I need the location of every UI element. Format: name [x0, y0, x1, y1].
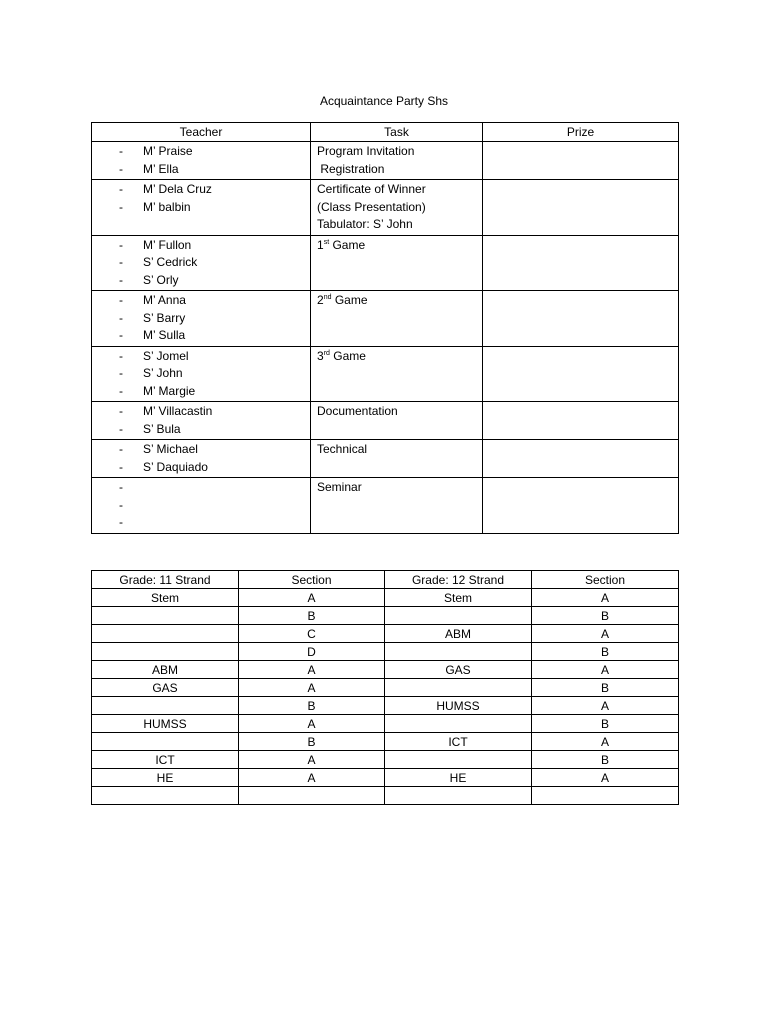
prize-cell [483, 142, 679, 180]
grade11-strand-cell [92, 697, 239, 715]
grade11-strand-cell: HE [92, 769, 239, 787]
grade11-strand-cell: ICT [92, 751, 239, 769]
table-row [92, 733, 679, 751]
task-assignment-table [91, 122, 679, 534]
grade12-strand-cell: HE [385, 769, 532, 787]
grade12-strand-cell [385, 715, 532, 733]
ordinal-suffix: rd [323, 349, 330, 357]
task-line [317, 348, 482, 366]
grade11-strand-cell: GAS [92, 679, 239, 697]
teacher-item [92, 497, 310, 515]
task-line: Tabulator: S’ John [317, 217, 413, 231]
game-number: 3 [317, 348, 324, 363]
grade12-section-cell: A [532, 697, 679, 715]
teacher-item: - S’ John [92, 365, 310, 383]
prize-cell [483, 180, 679, 236]
grade12-strand-cell [385, 643, 532, 661]
grade11-strand-cell: ABM [92, 661, 239, 679]
strand-section-table [91, 570, 679, 805]
grade12-strand-cell [385, 607, 532, 625]
table-row [92, 478, 679, 534]
task-cell [311, 346, 483, 402]
task-cell [311, 440, 483, 478]
grade11-section-cell: B [239, 607, 385, 625]
table-row [92, 661, 679, 679]
table-row [92, 142, 679, 180]
table-row [92, 643, 679, 661]
table-row [92, 402, 679, 440]
grade12-section-cell: B [532, 751, 679, 769]
header-teacher: Teacher [92, 123, 311, 142]
teacher-item [92, 479, 310, 497]
task-line: Documentation [317, 404, 398, 418]
grade11-strand-cell [92, 643, 239, 661]
table-row [92, 589, 679, 607]
teacher-item: - M’ Sulla [92, 327, 310, 345]
task-cell [311, 235, 483, 291]
grade11-section-cell: A [239, 679, 385, 697]
grade11-strand-cell: HUMSS [92, 715, 239, 733]
teacher-item: - M’ Villacastin [92, 403, 310, 421]
grade12-section-cell: B [532, 643, 679, 661]
table-row [92, 697, 679, 715]
task-line: Certificate of Winner [317, 182, 426, 196]
grade12-section-cell: A [532, 733, 679, 751]
teacher-item: - M’ Dela Cruz [92, 181, 310, 199]
header-grade12-strand: Grade: 12 Strand [385, 571, 532, 589]
table-row [92, 679, 679, 697]
prize-cell [483, 440, 679, 478]
task-line: Registration [317, 161, 385, 176]
header-task: Task [311, 123, 483, 142]
grade11-strand-cell [92, 787, 239, 805]
grade11-strand-cell: Stem [92, 589, 239, 607]
grade12-strand-cell [385, 751, 532, 769]
task-line: (Class Presentation) [317, 199, 426, 214]
table-row [92, 625, 679, 643]
prize-cell [483, 402, 679, 440]
table-row [92, 235, 679, 291]
grade11-section-cell: A [239, 751, 385, 769]
teacher-cell [92, 235, 311, 291]
teacher-cell [92, 402, 311, 440]
prize-cell [483, 346, 679, 402]
teacher-item: - M’ Margie [92, 383, 310, 401]
table-row [92, 715, 679, 733]
teacher-cell [92, 291, 311, 347]
teacher-item [92, 514, 310, 532]
table-row [92, 346, 679, 402]
prize-cell [483, 478, 679, 534]
teacher-item: - S’ Barry [92, 310, 310, 328]
table-row [92, 787, 679, 805]
task-cell [311, 291, 483, 347]
teacher-item: - S’ Jomel [92, 348, 310, 366]
teacher-item: - S’ Daquiado [92, 459, 310, 477]
header-prize: Prize [483, 123, 679, 142]
table-header-row [92, 571, 679, 589]
grade11-strand-cell [92, 607, 239, 625]
teacher-cell [92, 346, 311, 402]
teacher-item: - M’ Praise [92, 143, 310, 161]
grade11-strand-cell [92, 733, 239, 751]
ordinal-suffix: nd [323, 294, 332, 301]
task-cell [311, 180, 483, 236]
teacher-item: - S’ Michael [92, 441, 310, 459]
task-line: Technical [317, 442, 368, 456]
grade12-section-cell: A [532, 769, 679, 787]
table-row [92, 751, 679, 769]
game-label: Game [329, 348, 366, 363]
table-row [92, 440, 679, 478]
grade12-section-cell [532, 787, 679, 805]
task-line: Program Invitation [317, 144, 415, 158]
grade11-section-cell: B [239, 733, 385, 751]
game-number: 2 [317, 293, 324, 307]
grade11-section-cell: A [239, 769, 385, 787]
task-cell [311, 478, 483, 534]
teacher-item: - S’ Orly [92, 272, 310, 290]
grade12-section-cell: A [532, 625, 679, 643]
grade12-strand-cell: GAS [385, 661, 532, 679]
task-cell [311, 142, 483, 180]
grade11-section-cell: A [239, 715, 385, 733]
grade12-section-cell: B [532, 607, 679, 625]
task-line [317, 237, 482, 255]
grade11-section-cell [239, 787, 385, 805]
teacher-cell [92, 142, 311, 180]
grade12-strand-cell [385, 679, 532, 697]
table-row [92, 769, 679, 787]
task-cell [311, 402, 483, 440]
table-row [92, 607, 679, 625]
header-grade11-strand: Grade: 11 Strand [92, 571, 239, 589]
grade12-strand-cell: HUMSS [385, 697, 532, 715]
table-row [92, 180, 679, 236]
table-header-row [92, 123, 679, 142]
task-line [317, 292, 482, 310]
header-grade12-section: Section [532, 571, 679, 589]
document-title: Acquaintance Party Shs [319, 94, 449, 108]
grade11-strand-cell [92, 625, 239, 643]
grade11-section-cell: D [239, 643, 385, 661]
grade12-strand-cell: Stem [385, 589, 532, 607]
teacher-item: - S’ Cedrick [92, 254, 310, 272]
task-line: Seminar [317, 480, 362, 494]
prize-cell [483, 235, 679, 291]
grade11-section-cell: A [239, 589, 385, 607]
grade12-section-cell: A [532, 589, 679, 607]
ordinal-suffix: st [323, 238, 330, 246]
teacher-item: - M’ Ella [92, 161, 310, 179]
grade12-strand-cell [385, 787, 532, 805]
grade12-section-cell: A [532, 661, 679, 679]
teacher-item: - M’ Anna [92, 292, 310, 310]
grade11-section-cell: A [239, 661, 385, 679]
grade11-section-cell: C [239, 625, 385, 643]
table-row [92, 291, 679, 347]
grade11-section-cell: B [239, 697, 385, 715]
teacher-cell [92, 180, 311, 236]
game-number: 1 [317, 237, 324, 252]
header-grade11-section: Section [239, 571, 385, 589]
teacher-cell [92, 478, 311, 534]
teacher-item: - M’ balbin [92, 199, 310, 217]
teacher-cell [92, 440, 311, 478]
teacher-item: - M’ Fullon [92, 237, 310, 255]
prize-cell [483, 291, 679, 347]
grade12-strand-cell: ABM [385, 625, 532, 643]
grade12-strand-cell: ICT [385, 733, 532, 751]
teacher-item: - S’ Bula [92, 421, 310, 439]
game-label: Game [329, 237, 366, 252]
grade12-section-cell: B [532, 679, 679, 697]
game-label: Game [331, 293, 368, 307]
grade12-section-cell: B [532, 715, 679, 733]
